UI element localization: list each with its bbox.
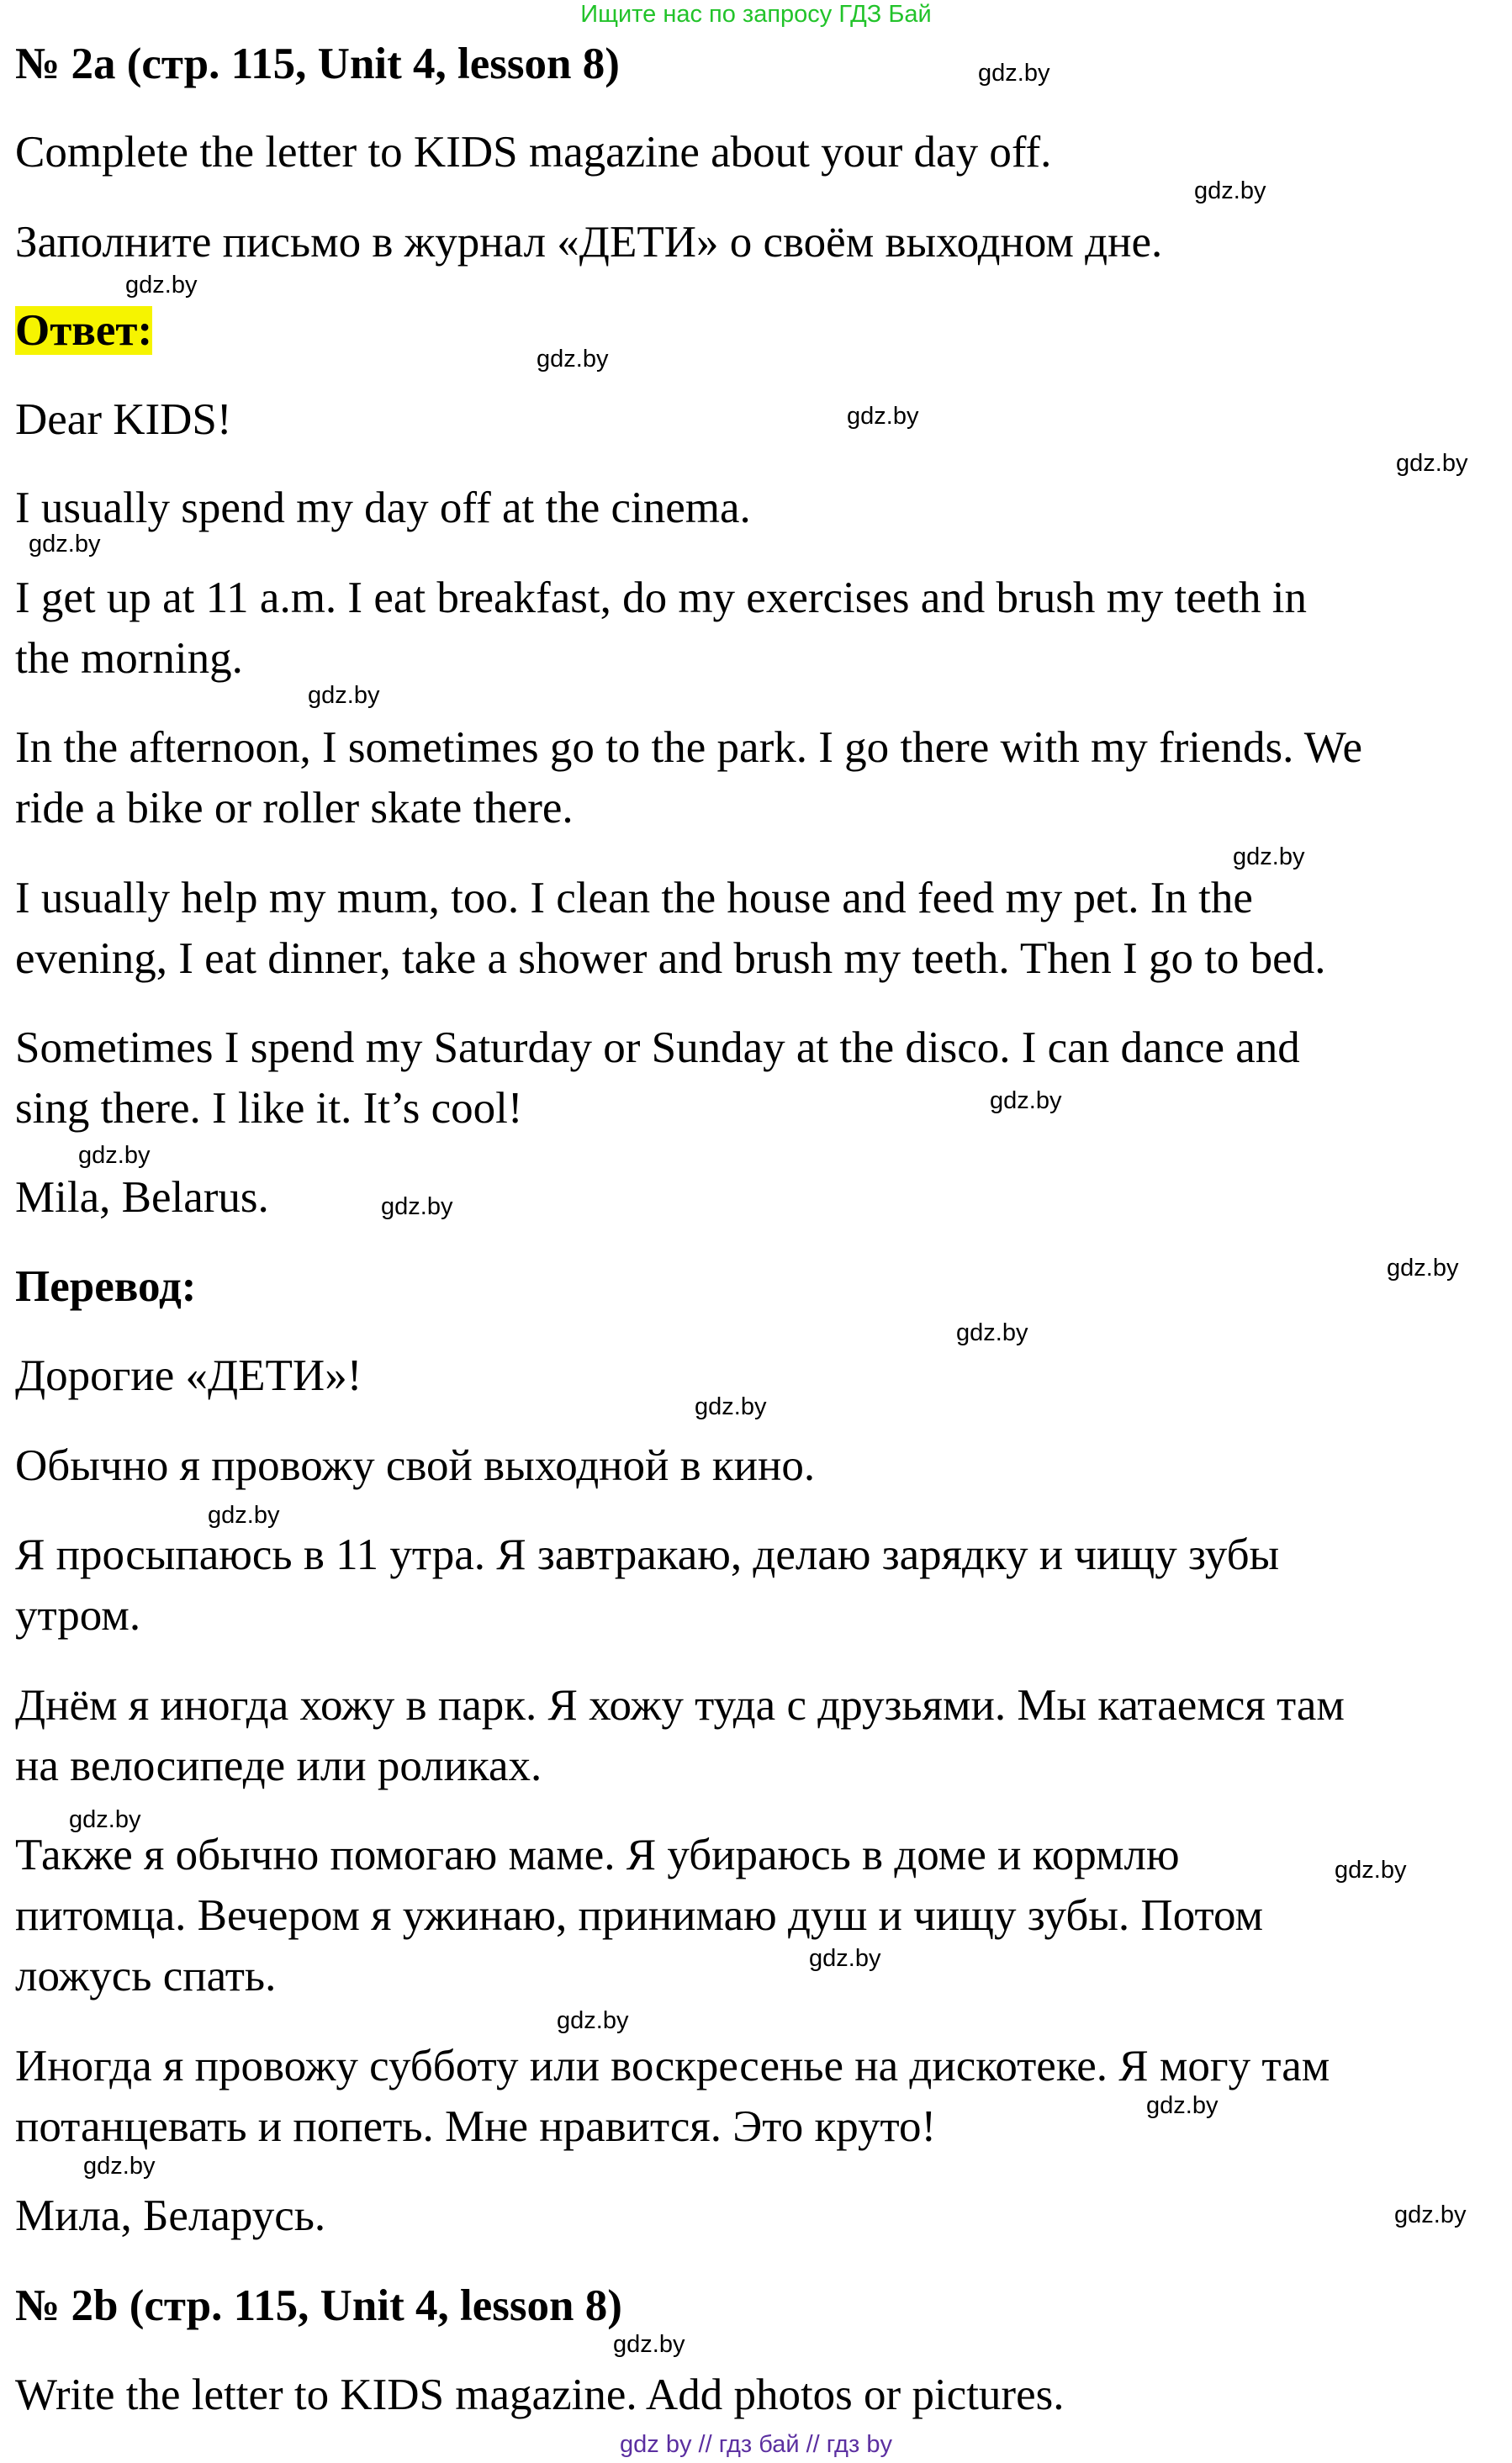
answer-label bbox=[15, 304, 152, 357]
task-b-heading: № 2b (стр. 115, Unit 4, lesson 8) bbox=[15, 2281, 622, 2330]
translation-label: Перевод: bbox=[15, 1262, 197, 1311]
task-a-heading: № 2a (стр. 115, Unit 4, lesson 8) bbox=[15, 40, 620, 88]
letter-line: Sometimes I spend my Saturday or Sunday at the disco. I can dance and bbox=[15, 1023, 1300, 1072]
letter-line: ride a bike or roller skate there. bbox=[15, 784, 574, 832]
translation-line: Днём я иногда хожу в парк. Я хожу туда с друзьями. Мы катаемся там bbox=[15, 1681, 1345, 1730]
watermark: gdz.by bbox=[1335, 1857, 1407, 1884]
translation-line: потанцевать и попеть. Мне нравится. Это круто! bbox=[15, 2102, 937, 2151]
watermark: gdz.by bbox=[83, 2153, 156, 2180]
footer-links[interactable]: gdz by // гдз бай // гдз by bbox=[620, 2431, 892, 2458]
translation-line: утром. bbox=[15, 1591, 141, 1640]
letter-line: I get up at 11 a.m. I eat breakfast, do my exercises and brush my teeth in bbox=[15, 573, 1308, 622]
letter-line: the morning. bbox=[15, 634, 243, 683]
watermark: gdz.by bbox=[1394, 2201, 1467, 2228]
watermark: gdz.by bbox=[847, 403, 919, 430]
watermark: gdz.by bbox=[308, 682, 380, 709]
translation-line: ложусь спать. bbox=[15, 1952, 277, 2001]
task-a-instruction-en: Complete the letter to KIDS magazine about your day off. bbox=[15, 128, 1052, 177]
watermark: gdz.by bbox=[29, 531, 101, 558]
watermark: gdz.by bbox=[537, 346, 609, 373]
watermark: gdz.by bbox=[695, 1393, 767, 1420]
watermark: gdz.by bbox=[78, 1142, 151, 1169]
watermark: gdz.by bbox=[809, 1945, 881, 1972]
watermark: gdz.by bbox=[1233, 843, 1305, 870]
watermark: gdz.by bbox=[1396, 450, 1468, 477]
watermark: gdz.by bbox=[1146, 2092, 1219, 2119]
task-a-instruction-ru: Заполните письмо в журнал «ДЕТИ» о своём выходном дне. bbox=[15, 218, 1163, 267]
watermark: gdz.by bbox=[125, 272, 198, 299]
letter-signature: Mila, Belarus. bbox=[15, 1173, 269, 1222]
translation-line: Также я обычно помогаю маме. Я убираюсь в доме и кормлю bbox=[15, 1831, 1180, 1879]
translation-line: питомца. Вечером я ужинаю, принимаю душ и чищу зубы. Потом bbox=[15, 1891, 1263, 1940]
watermark: gdz.by bbox=[990, 1087, 1062, 1114]
watermark: gdz.by bbox=[1194, 177, 1266, 204]
answer-label-text: Ответ: bbox=[15, 306, 153, 355]
letter-line: evening, I eat dinner, take a shower and brush my teeth. Then I go to bed. bbox=[15, 934, 1326, 983]
top-banner[interactable]: Ищите нас по запросу ГДЗ Бай bbox=[580, 1, 932, 28]
watermark: gdz.by bbox=[208, 1502, 280, 1529]
watermark: gdz.by bbox=[956, 1319, 1028, 1346]
watermark: gdz.by bbox=[381, 1193, 453, 1220]
translation-line: Иногда я провожу субботу или воскресенье на дискотеке. Я могу там bbox=[15, 2042, 1330, 2090]
letter-line: I usually help my mum, too. I clean the house and feed my pet. In the bbox=[15, 874, 1253, 922]
translation-line: Обычно я провожу свой выходной в кино. bbox=[15, 1441, 816, 1490]
translation-signature: Мила, Беларусь. bbox=[15, 2191, 326, 2240]
watermark: gdz.by bbox=[613, 2331, 685, 2358]
watermark: gdz.by bbox=[69, 1806, 141, 1833]
task-b-instruction: Write the letter to KIDS magazine. Add photos or pictures. bbox=[15, 2371, 1065, 2419]
letter-line: Dear KIDS! bbox=[15, 395, 232, 444]
watermark: gdz.by bbox=[978, 60, 1050, 87]
translation-line: Дорогие «ДЕТИ»! bbox=[15, 1351, 362, 1400]
letter-line: I usually spend my day off at the cinema. bbox=[15, 484, 751, 532]
watermark: gdz.by bbox=[1387, 1255, 1459, 1282]
letter-line: In the afternoon, I sometimes go to the park. I go there with my friends. We bbox=[15, 723, 1363, 772]
letter-line: sing there. I like it. It’s cool! bbox=[15, 1084, 523, 1133]
watermark: gdz.by bbox=[557, 2007, 629, 2034]
translation-line: Я просыпаюсь в 11 утра. Я завтракаю, делаю зарядку и чищу зубы bbox=[15, 1530, 1280, 1579]
translation-line: на велосипеде или роликах. bbox=[15, 1742, 542, 1790]
